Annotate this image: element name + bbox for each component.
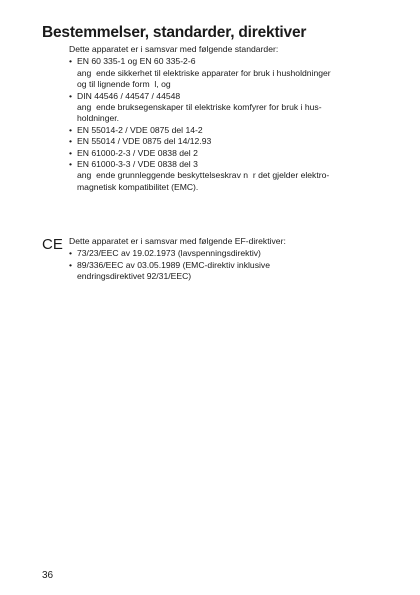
standard-line: ang ende sikkerhet til elektriske apparater for bruk i husholdninger [77,67,331,78]
directives-section [69,236,369,283]
page-title: Bestemmelser, standarder, direktiver [42,24,307,41]
page-number: 36 [42,570,54,581]
standard-line: EN 55014 / VDE 0875 del 14/12.93 [77,136,212,147]
bullet-icon: • [69,159,73,170]
standards-section [69,44,369,193]
bullet-icon: • [69,147,73,158]
standard-item [69,91,369,125]
directive-line: 73/23/EEC av 19.02.1973 (lavspenningsdirektiv) [77,248,261,259]
ce-mark-icon [42,235,64,251]
standards-intro: Dette apparatet er i samsvar med følgende standarder: [69,44,279,54]
directive-line: 89/336/EEC av 03.05.1989 (EMC-direktiv inklusive [77,259,270,270]
bullet-icon: • [69,90,73,101]
directive-item [69,248,369,259]
bullet-icon: • [69,248,73,259]
bullet-icon: • [69,124,73,135]
standard-line: holdninger. [77,113,120,124]
standard-line: DIN 44546 / 44547 / 44548 [77,90,181,101]
directive-line: endringsdirektivet 92/31/EEC) [77,271,192,282]
standard-line: EN 55014-2 / VDE 0875 del 14-2 [77,124,203,135]
svg-text:CE: CE [42,236,63,251]
standard-item [69,56,369,90]
standard-line: magnetisk kompatibilitet (EMC). [77,181,199,192]
standard-item [69,136,369,147]
standard-line: EN 61000-3-3 / VDE 0838 del 3 [77,159,198,170]
standard-line: ang ende grunnleggende beskyttelseskrav n r det gjelder elektro- [77,170,330,181]
directives-list [69,248,369,282]
directives-intro: Dette apparatet er i samsvar med følgende EF-direktiver: [69,236,286,246]
bullet-icon: • [69,56,73,67]
standard-line: EN 61000-2-3 / VDE 0838 del 2 [77,147,198,158]
standard-item [69,148,369,159]
standard-line: EN 60 335-1 og EN 60 335-2-6 [77,56,196,67]
standard-line: ang ende bruksegenskaper til elektriske komfyrer for bruk i hus- [77,102,322,113]
standard-line: og til lignende form l, og [77,79,171,90]
directive-item [69,260,369,283]
standards-list [69,56,369,193]
standard-item [69,159,369,193]
bullet-icon: • [69,259,73,270]
bullet-icon: • [69,136,73,147]
standard-item [69,125,369,136]
